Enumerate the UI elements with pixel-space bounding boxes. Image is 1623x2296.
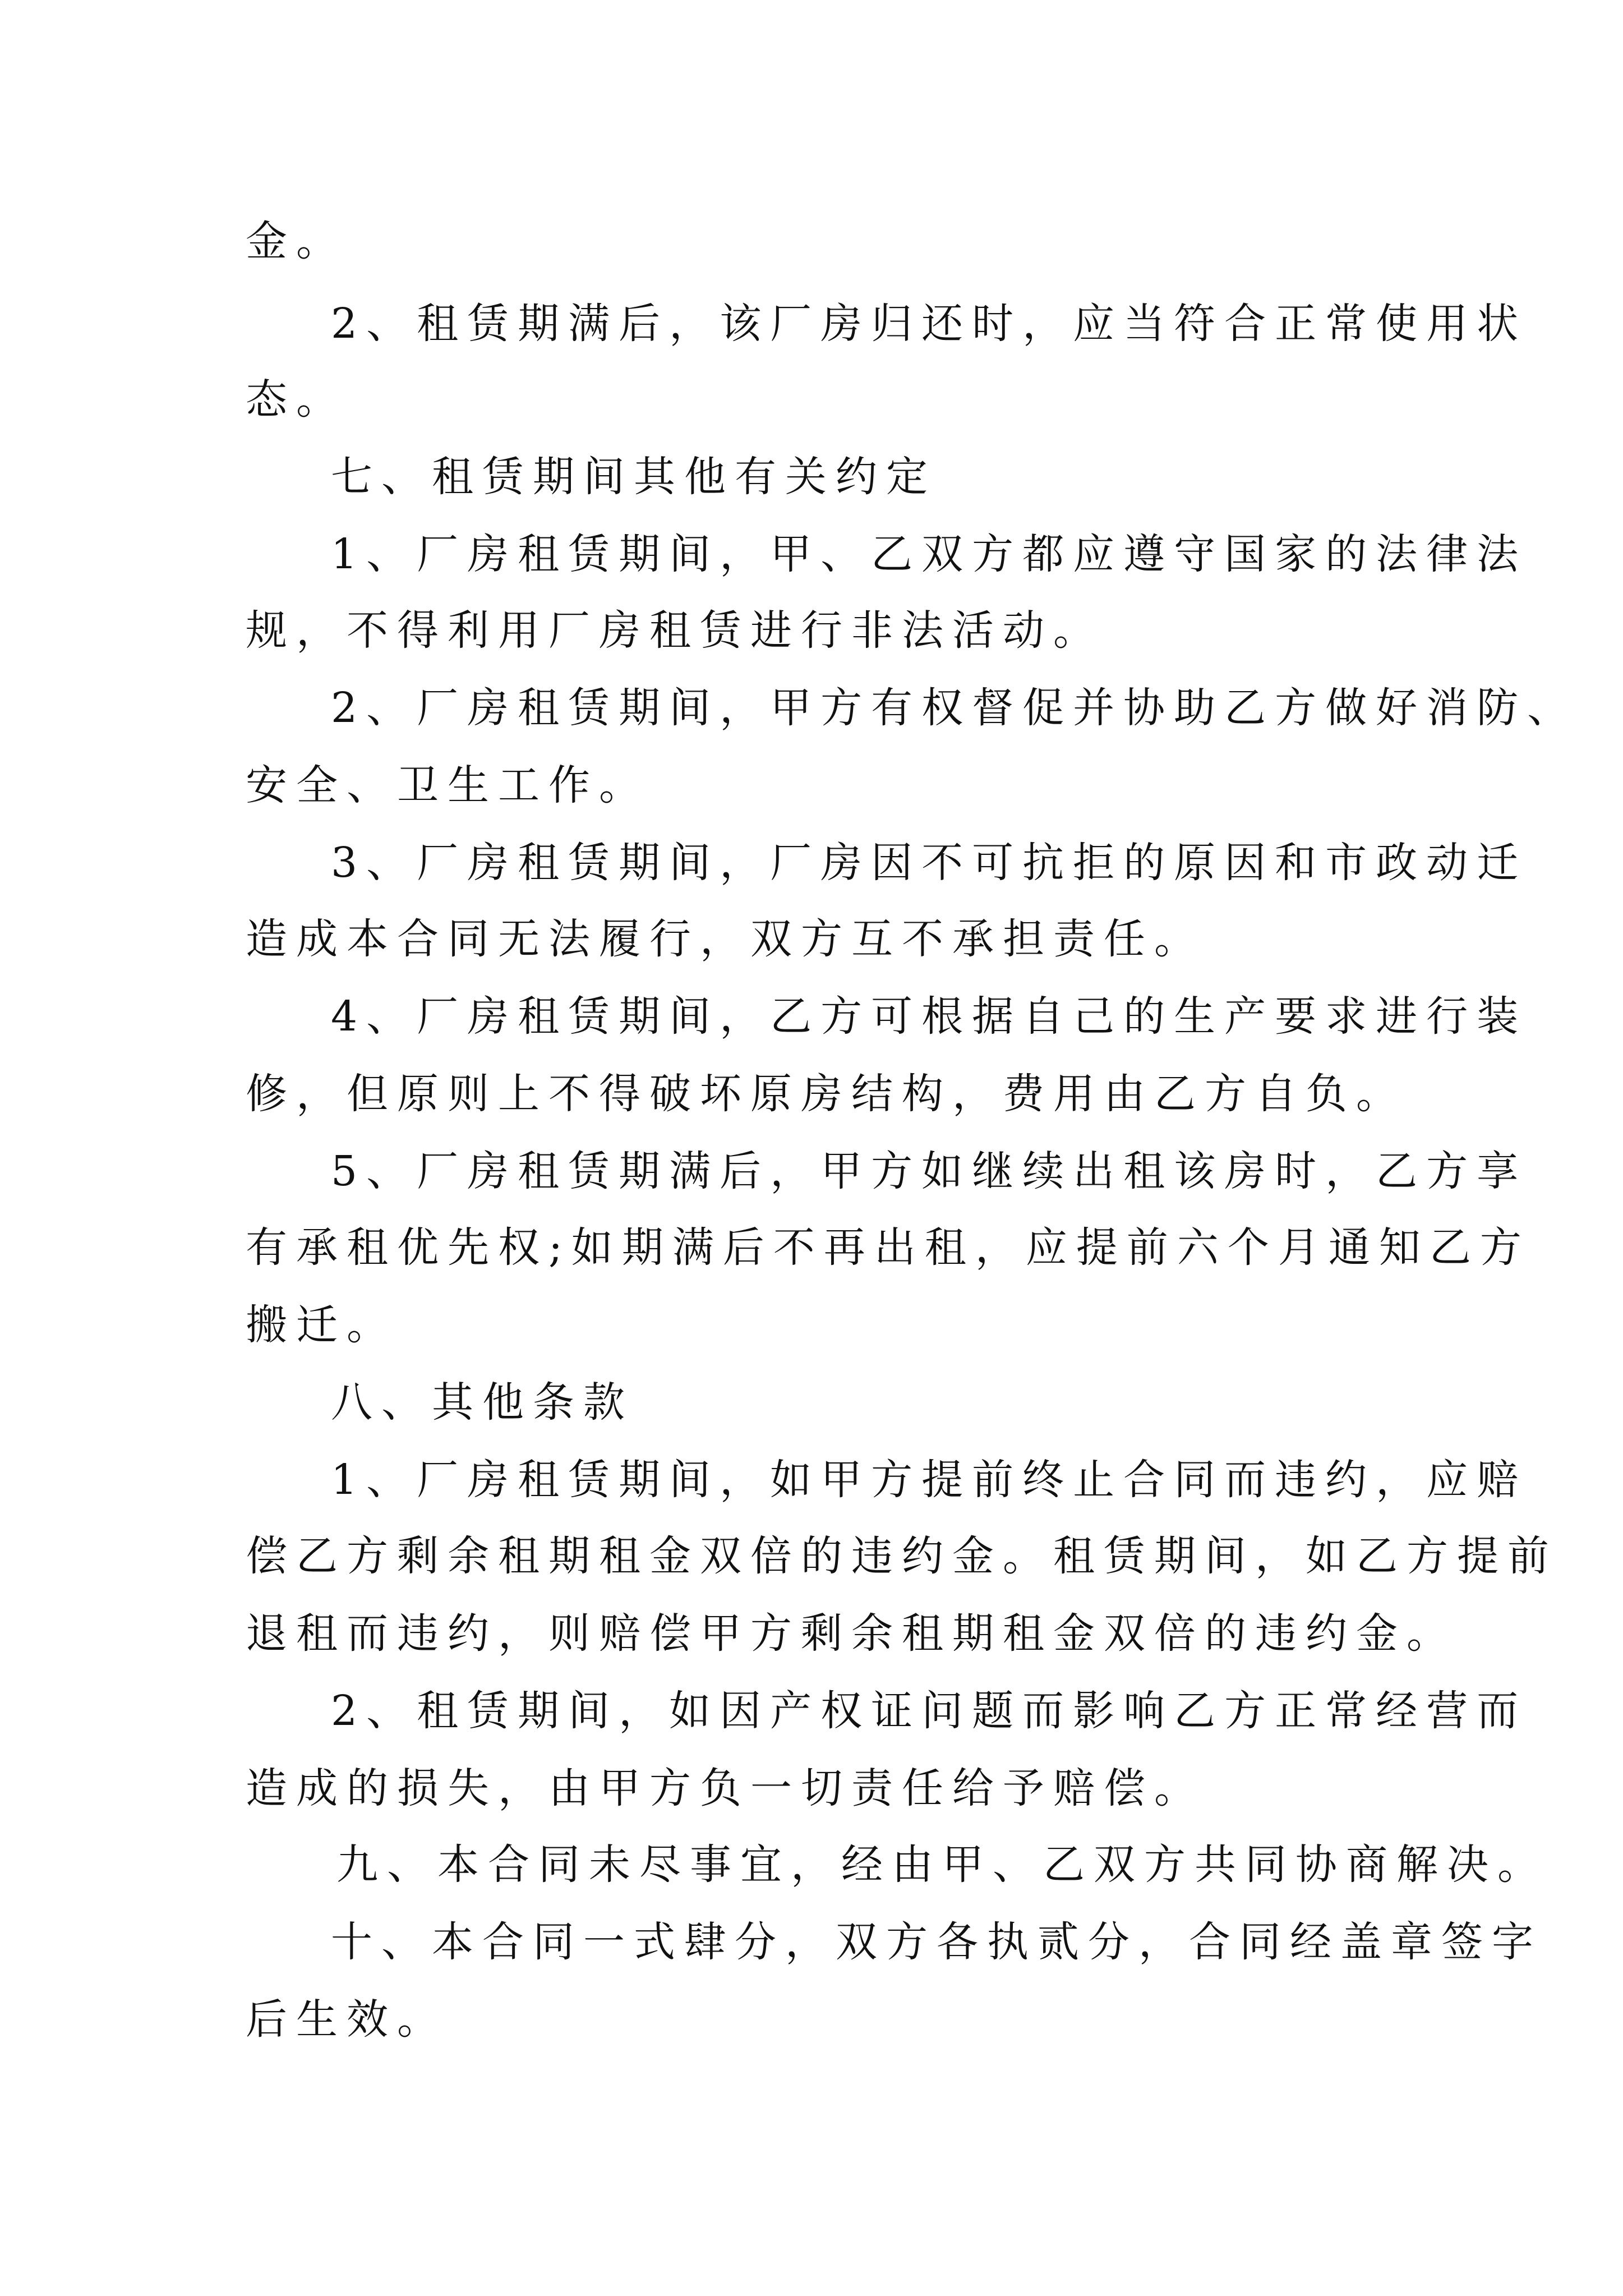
- text-line: 规，不得利用厂房租赁进行非法活动。: [246, 606, 1104, 655]
- text-line: 4、厂房租赁期间，乙方可根据自己的生产要求进行装: [331, 992, 1528, 1041]
- text-line: 有承租优先权;如期满后不再出租，应提前六个月通知乙方: [246, 1223, 1530, 1272]
- text-line: 造成的损失，由甲方负一切责任给予赔偿。: [246, 1764, 1205, 1812]
- text-line: 造成本合同无法履行，双方互不承担责任。: [246, 915, 1205, 963]
- text-line: 1、厂房租赁期间，甲、乙双方都应遵守国家的法律法: [331, 530, 1528, 578]
- section-heading: 八、其他条款: [331, 1378, 634, 1427]
- text-line: 搬迁。: [246, 1301, 397, 1349]
- text-line: 退租而违约，则赔偿甲方剩余租期租金双倍的违约金。: [246, 1609, 1457, 1658]
- section-heading: 七、租赁期间其他有关约定: [331, 453, 937, 501]
- text-line: 2、租赁期间，如因产权证问题而影响乙方正常经营而: [331, 1687, 1528, 1735]
- text-line: 态。: [246, 375, 347, 424]
- text-line: 1、厂房租赁期间，如甲方提前终止合同而违约，应赔: [331, 1456, 1528, 1504]
- text-line: 后生效。: [246, 1995, 448, 2044]
- text-line: 安全、卫生工作。: [246, 761, 649, 809]
- text-line: 2、厂房租赁期间，甲方有权督促并协助乙方做好消防、: [331, 684, 1578, 732]
- text-line: 2、租赁期满后，该厂房归还时，应当符合正常使用状: [331, 300, 1528, 348]
- text-line: 修，但原则上不得破坏原房结构，费用由乙方自负。: [246, 1070, 1407, 1118]
- section-heading: 十、本合同一式肆分，双方各执贰分，合同经盖章签字: [331, 1918, 1542, 1966]
- text-line: 金。: [246, 217, 347, 265]
- text-line: 偿乙方剩余租期租金双倍的违约金。租赁期间，如乙方提前: [246, 1532, 1558, 1580]
- text-line: 5、厂房租赁期满后，甲方如继续出租该房时，乙方享: [331, 1147, 1528, 1195]
- section-heading: 九、本合同未尽事宜，经由甲、乙双方共同协商解决。: [336, 1841, 1548, 1889]
- text-line: 3、厂房租赁期间，厂房因不可抗拒的原因和市政动迁: [331, 839, 1528, 887]
